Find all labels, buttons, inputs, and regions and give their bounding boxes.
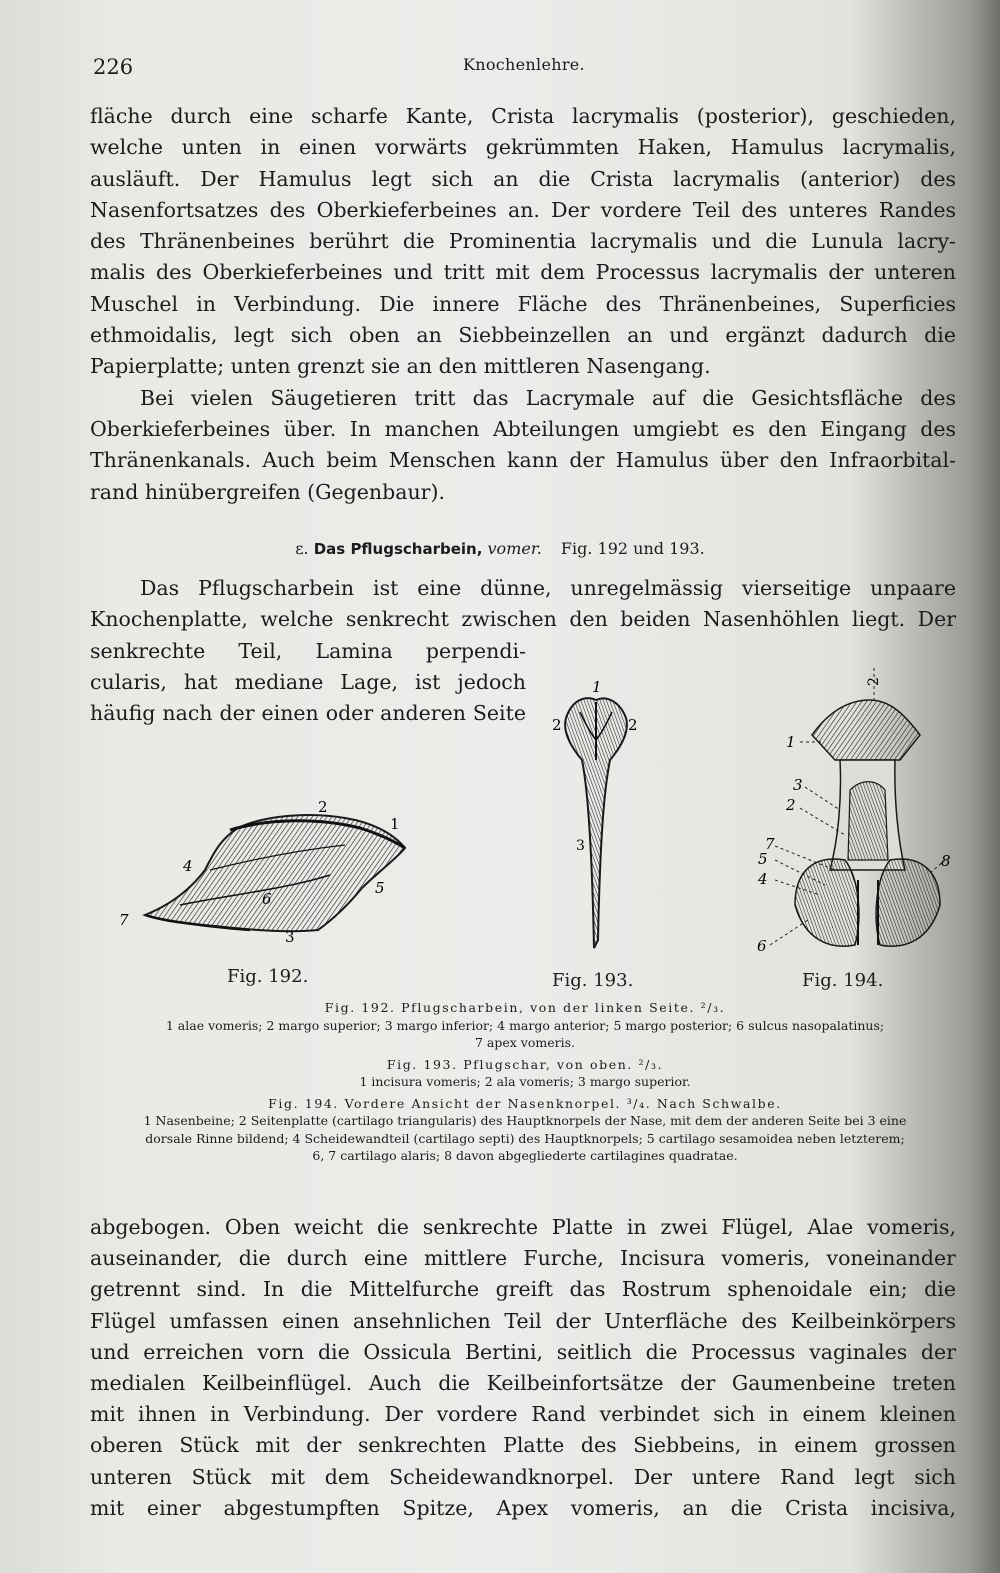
fig-192-num: 3 — [285, 928, 295, 946]
fig-194-caption-title: Fig. 194. Vordere Ansicht der Nasenknorpel. ³/₄. Nach Schwalbe. — [268, 1095, 782, 1111]
text-line: Thränenkanals. Auch beim Menschen kann der Hamulus über den Infraorbital- — [90, 448, 956, 473]
fig-192-num: 4 — [183, 857, 193, 875]
fig-194-num: 4 — [758, 870, 768, 888]
text-line: des Thränenbeines berührt die Prominentia lacrymalis und die Lunula lacry- — [90, 229, 956, 254]
text-line: welche unten in einen vorwärts gekrümmten Haken, Hamulus lacrymalis, — [90, 135, 956, 160]
fig-194-drawing — [770, 668, 945, 946]
section-title: Das Pflugscharbein, — [313, 540, 483, 558]
text-line: fläche durch eine scharfe Kante, Crista lacrymalis (posterior), geschieden, — [90, 104, 956, 128]
text-line: malis des Oberkieferbeines und tritt mit dem Processus lacrymalis der unteren — [90, 260, 956, 285]
fig-194-num: 5 — [758, 850, 768, 868]
section-latin: vomer. — [487, 539, 542, 558]
fig-194-caption-legend: dorsale Rinne bildend; 4 Scheidewandteil (cartilago septi) des Hauptknorpels; 5 cartilago sesamoidea neben letzterem; — [145, 1130, 905, 1146]
fig-193-num: 2 — [552, 716, 562, 734]
text-line: ethmoidalis, legt sich oben an Siebbeinzellen an und ergänzt dadurch die — [90, 323, 956, 348]
fig-193-num: 3 — [576, 838, 585, 854]
fig-193-caption-title: Fig. 193. Pflugschar, von oben. ²/₃. — [386, 1056, 664, 1072]
running-head: Knochenlehre. — [463, 55, 585, 74]
fig-194-label: Fig. 194. — [802, 970, 884, 991]
fig-194-num: 2 — [866, 677, 882, 686]
fig-192-caption-legend: 1 alae vomeris; 2 margo superior; 3 margo inferior; 4 margo anterior; 5 margo posterior; 6 sulcus nasopalatinus; — [165, 1017, 885, 1033]
text-line: und erreichen vorn die Ossicula Bertini, seitlich die Processus vaginales der — [90, 1339, 956, 1364]
paragraph-block-bottom — [90, 1212, 956, 1524]
fig-194-caption-legend: 6, 7 cartilago alaris; 8 davon abgegliederte cartilagines quadratae. — [312, 1148, 738, 1163]
fig-194-num: 8 — [941, 852, 951, 870]
section-figure-ref: Fig. 192 und 193. — [560, 539, 705, 558]
fig-193-num: 1 — [592, 678, 602, 696]
text-line: abgebogen. Oben weicht die senkrechte Platte in zwei Flügel, Alae vomeris, — [90, 1215, 956, 1239]
text-line: ausläuft. Der Hamulus legt sich an die Crista lacrymalis (anterior) des — [90, 166, 956, 191]
fig-194-caption-legend: 1 Nasenbeine; 2 Seitenplatte (cartilago triangularis) des Hauptknorpels der Nase, mit dem der anderen Seite bei 3 eine — [143, 1113, 907, 1128]
text-line: Muschel in Verbindung. Die innere Fläche des Thränenbeines, Superficies — [90, 291, 956, 316]
text-line: Das Pflugscharbein ist eine dünne, unregelmässig vierseitige unpaare — [140, 576, 956, 600]
text-line: getrennt sind. In die Mittelfurche greift das Rostrum sphenoidale ein; die — [90, 1277, 956, 1302]
text-line: Papierplatte; unten grenzt sie an den mittleren Nasengang. — [90, 354, 711, 379]
fig-192-num: 2 — [318, 798, 328, 816]
text-line: oberen Stück mit der senkrechten Platte des Siebbeins, in einem grossen — [90, 1433, 956, 1458]
text-line: häufig nach der einen oder anderen Seite — [90, 701, 526, 726]
text-line: Knochenplatte, welche senkrecht zwischen den beiden Nasenhöhlen liegt. Der — [90, 607, 956, 632]
fig-193-caption-legend: 1 incisura vomeris; 2 ala vomeris; 3 margo superior. — [359, 1074, 691, 1089]
text-line: rand hinübergreifen (Gegenbaur). — [90, 479, 445, 504]
captions-block — [85, 999, 965, 1165]
fig-192-caption-legend: 7 apex vomeris. — [475, 1035, 575, 1050]
text-line: senkrechte Teil, Lamina perpendi- — [90, 638, 526, 663]
fig-193-label: Fig. 193. — [552, 970, 634, 991]
fig-194-num: 1 — [786, 733, 796, 751]
text-line: mit ihnen in Verbindung. Der vordere Rand verbindet sich in einem kleinen — [90, 1402, 956, 1427]
fig-194-num: 3 — [793, 776, 803, 794]
text-line: Oberkieferbeines über. In manchen Abteilungen umgiebt es den Eingang des — [90, 416, 956, 441]
fig-192-num: 7 — [119, 911, 129, 929]
page-number: 226 — [93, 55, 134, 79]
fig-192-caption-title: Fig. 192. Pflugscharbein, von der linken Seite. ²/₃. — [324, 1000, 726, 1015]
fig-193-drawing — [565, 698, 627, 948]
fig-192-num: 1 — [390, 815, 400, 833]
fig-194-num: 7 — [765, 835, 775, 853]
text-line: cularis, hat mediane Lage, ist jedoch — [90, 669, 526, 694]
fig-192-num: 5 — [375, 879, 385, 897]
section-prefix: ε. — [295, 539, 309, 558]
fig-194-num: 2 — [786, 796, 796, 814]
text-line: Bei vielen Säugetieren tritt das Lacrymale auf die Gesichtsfläche des — [140, 385, 956, 410]
fig-193-num: 2 — [628, 716, 638, 734]
text-line: Flügel umfassen einen ansehnlichen Teil der Unterfläche des Keilbeinkörpers — [90, 1308, 956, 1333]
text-line: mit einer abgestumpften Spitze, Apex vomeris, an die Crista incisiva, — [90, 1495, 956, 1520]
fig-192-label: Fig. 192. — [227, 966, 309, 987]
fig-192-num: 6 — [262, 890, 272, 908]
text-line: auseinander, die durch eine mittlere Furche, Incisura vomeris, voneinander — [90, 1246, 956, 1271]
text-line: unteren Stück mit dem Scheidewandknorpel. Der untere Rand legt sich — [90, 1464, 956, 1489]
fig-194-num: 6 — [757, 937, 767, 955]
text-line: medialen Keilbeinflügel. Auch die Keilbeinfortsätze der Gaumenbeine treten — [90, 1371, 956, 1396]
text-line: Nasenfortsatzes des Oberkieferbeines an. Der vordere Teil des unteres Randes — [90, 197, 956, 222]
